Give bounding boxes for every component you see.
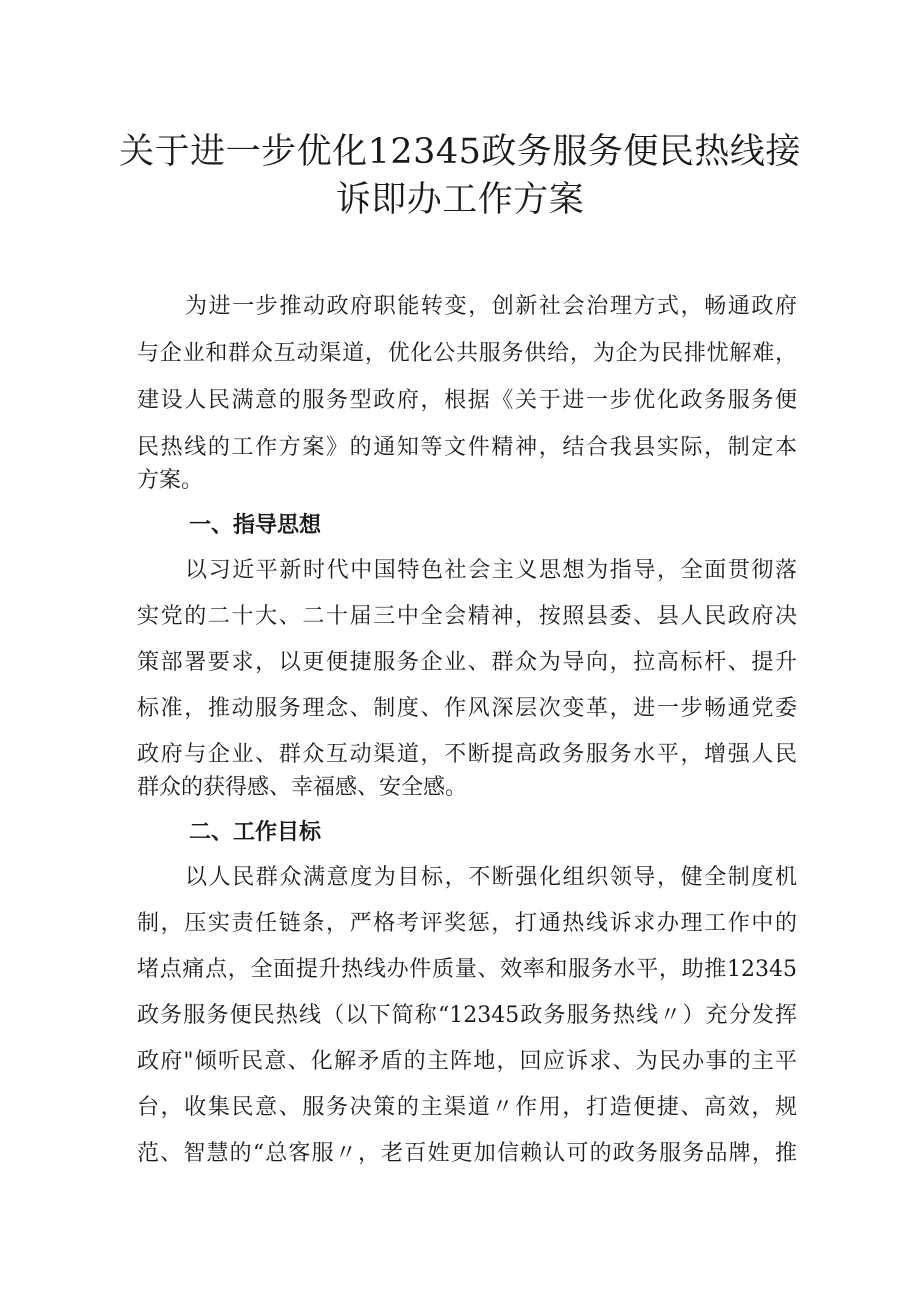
section2-paragraph-line: 以人民群众满意度为目标，不断强化组织领导，健全制度机 — [185, 865, 797, 890]
section1-paragraph-line: 实党的二十大、二十届三中全会精神，按照县委、县人民政府决 — [137, 604, 797, 629]
section2-paragraph-line: 堵点痛点，全面提升热线办件质量、效率和服务水平，助推12345 — [137, 957, 797, 982]
section2-paragraph-line: 范、智慧的“总客服〃，老百姓更加信赖认可的政务服务品牌，推 — [137, 1141, 797, 1166]
intro-paragraph-line: 为进一步推动政府职能转变，创新社会治理方式，畅通政府 — [185, 294, 797, 319]
section1-paragraph-line: 策部署要求，以更便捷服务企业、群众为导向，拉高标杆、提升 — [137, 650, 797, 675]
intro-paragraph-line: 方案。 — [137, 468, 204, 493]
document-title-line-2: 诉即办工作方案 — [335, 180, 585, 220]
section-heading-guiding-ideology: 一、指导思想 — [189, 513, 322, 538]
section2-paragraph-line: 制，压实责任链条，严格考评奖惩，打通热线诉求办理工作中的 — [137, 911, 797, 936]
section1-paragraph-line: 以习近平新时代中国特色社会主义思想为指导，全面贯彻落 — [185, 558, 797, 583]
section-heading-work-goals: 二、工作目标 — [189, 820, 322, 845]
section2-paragraph-line: 政府"倾听民意、化解矛盾的主阵地，回应诉求、为民办事的主平 — [137, 1049, 797, 1074]
section1-paragraph-line: 群众的获得感、幸福感、安全感。 — [137, 775, 468, 800]
section2-paragraph-line: 台，收集民意、服务决策的主渠道〃作用，打造便捷、高效，规 — [137, 1095, 797, 1120]
intro-paragraph-line: 与企业和群众互动渠道，优化公共服务供给，为企为民排忧解难， — [137, 341, 797, 366]
intro-paragraph-line: 民热线的工作方案》的通知等文件精神，结合我县实际，制定本 — [137, 435, 797, 460]
document-title-line-1: 关于进一步优化12345政务服务便民热线接 — [119, 132, 801, 172]
section1-paragraph-line: 标准，推动服务理念、制度、作风深层次变革，进一步畅通党委 — [137, 696, 797, 721]
section2-paragraph-line: 政务服务便民热线（以下简称“12345政务服务热线〃）充分发挥 — [137, 1003, 797, 1028]
section1-paragraph-line: 政府与企业、群众互动渠道，不断提高政务服务水平，增强人民 — [137, 742, 797, 767]
intro-paragraph-line: 建设人民满意的服务型政府，根据《关于进一步优化政务服务便 — [137, 388, 797, 413]
